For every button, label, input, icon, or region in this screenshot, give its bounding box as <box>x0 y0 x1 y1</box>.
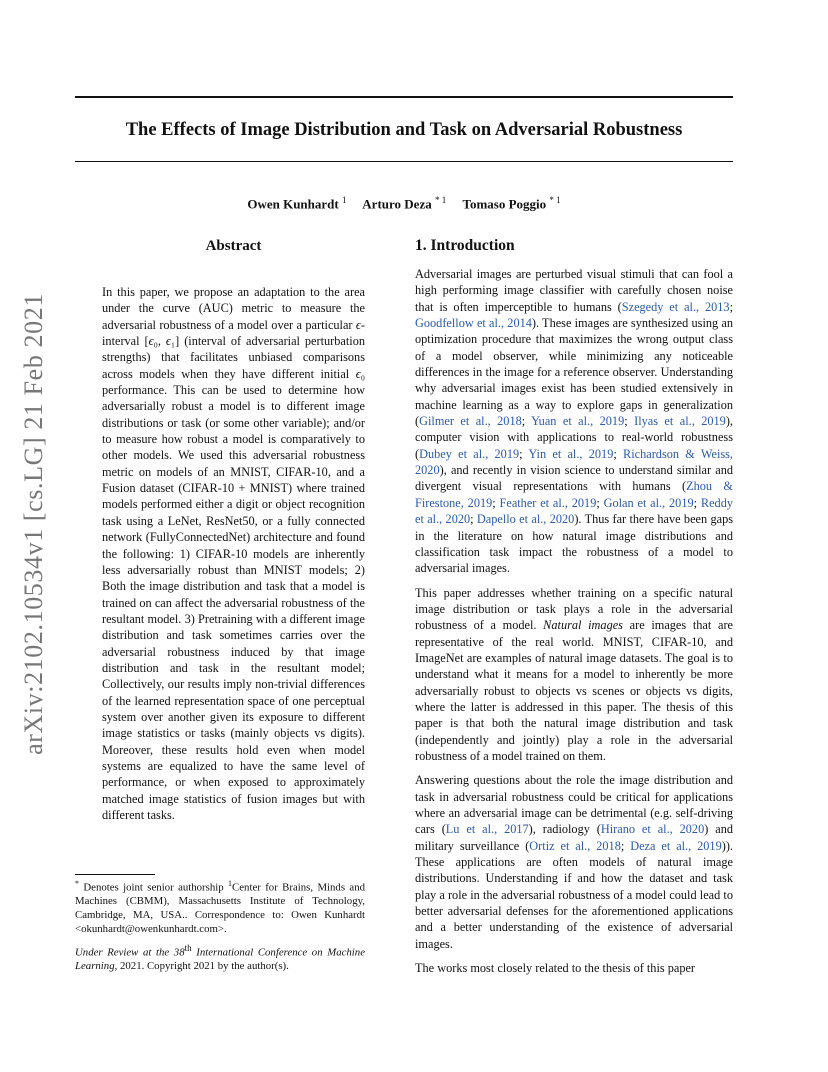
citation-link[interactable]: Ortiz et al., 2018 <box>529 838 621 853</box>
left-column <box>102 236 365 823</box>
intro-paragraph <box>415 266 733 577</box>
arxiv-sidebar-stamp <box>14 288 54 760</box>
citation-link[interactable]: Goodfellow et al., 2014 <box>415 316 532 331</box>
citation-link[interactable]: Zhou & Firestone, 2019 <box>415 479 733 510</box>
text-run: -interval [ <box>102 317 365 349</box>
footnote-rule <box>75 874 155 875</box>
footnote-mark: * <box>75 879 79 888</box>
text-run: ; <box>492 495 500 510</box>
citation-link[interactable]: Szegedy et al., 2013 <box>621 299 730 314</box>
text-run: ) and military surveillance ( <box>415 822 733 853</box>
citation-link[interactable]: Feather et al., 2019 <box>499 495 597 510</box>
text-run: ₀, <box>153 334 166 349</box>
citation-link[interactable]: Dapello et al., 2020 <box>476 512 575 527</box>
footnote-text-b: Center for Brains, Minds and Machines (CBMM), Massachusetts Institute of Technology, Cambridge, MA, USA.. Correspondence to: Owen Kunhardt <okunhardt@owenkunhardt.com>. <box>75 881 366 935</box>
citation-link[interactable]: Gilmer et al., 2018 <box>419 414 522 429</box>
italic-text: ϵ <box>165 334 171 349</box>
intro-paragraph <box>415 772 733 952</box>
text-run: ), computer vision with applications to real-world robustness ( <box>415 414 733 461</box>
text-run: This paper addresses whether training on a specific natural image distribution or task plays a role in the adversarial robustness of a model. <box>415 585 733 633</box>
section-heading: 1. Introduction <box>415 237 515 254</box>
review-note-copyright: , 2021. Copyright 2021 by the author(s). <box>114 960 289 973</box>
intro-paragraph <box>415 585 733 765</box>
author-affiliation-mark: * 1 <box>549 195 561 205</box>
right-column <box>415 236 733 984</box>
citation-link[interactable]: Hirano et al., 2020 <box>600 822 705 837</box>
title-bottom-rule <box>75 161 733 162</box>
text-run: ; <box>693 495 701 510</box>
review-note-venue-b: International Conference on Machine Learning <box>75 946 365 973</box>
title-top-rule <box>75 96 733 98</box>
italic-text: ϵ <box>355 366 361 381</box>
italic-text: ϵ <box>148 334 154 349</box>
text-run: are images that are representative of the real world. MNIST, CIFAR-10, and ImageNet are examples of natural image datasets. The goal is to understand what it means for a model to inherently be more adversarially robust to objects vs scenes or objects vs digits, where the latter is addressed in this paper. The thesis of this paper is that both the natural image distribution and task (independently and jointly) play a role in the adversarial robustness of a model trained on them. <box>415 618 733 763</box>
citation-link[interactable]: Deza et al., 2019 <box>630 838 722 853</box>
citation-link[interactable]: Golan et al., 2019 <box>603 495 694 510</box>
author-name: Arturo Deza <box>362 196 432 212</box>
text-run: The works most closely related to the thesis of this paper <box>415 961 696 976</box>
citation-link[interactable]: Ilyas et al., 2019 <box>634 414 726 429</box>
text-run: ; <box>729 299 734 314</box>
text-run: ; <box>521 414 532 429</box>
text-run: ₀ performance. This can be used to determine how adversarially robust a model is to different image distributions or task (or some other variable); and/or to measure how robust a model is comparatively to other models. We used this adversarial robustness metric on models of an MNIST, CIFAR-10, and a Fusion dataset (CIFAR-10 + MNIST) where trained models performed either a digit or object recognition task using a LeNet, ResNet50, or a fully connected network (FullyConnectedNet) architecture and found the following: 1) CIFAR-10 models are inherently less adversarially robust than MNIST models; 2) Both the image distribution and task that a model is trained on can affect the adversarial robustness of the resultant model. 3) Pretraining with a different image distribution and task sometimes carries over the adversarial robustness induced by that image distribution and task in the resultant model; Collectively, our results imply non-trivial differences of the learned representation space of one perceptual system over another given its exposure to different image statistics or tasks (mainly objects vs digits). Moreover, these results hold even when model systems are equalized to have the same level of performance, or when exposed to approximately matched image statistics of fusion images but with different tasks. <box>102 366 365 822</box>
italic-text: ϵ <box>355 317 361 332</box>
text-run: ), and recently in vision science to understand similar and divergent visual representations with humans ( <box>415 463 733 494</box>
citation-link[interactable]: Reddy et al., 2020 <box>415 495 733 527</box>
text-run: ), radiology ( <box>528 822 601 837</box>
text-run: ). Thus far there have been gaps in the literature on how natural image distributions and classification task impact the robustness of a model to adversarial images. <box>415 512 734 576</box>
citation-link[interactable]: Yin et al., 2019 <box>528 446 614 461</box>
review-note-venue-a: Under Review at the 38 <box>75 946 185 959</box>
italic-text: Natural images <box>543 618 623 633</box>
arxiv-identifier: arXiv:2102.10534v1 [cs.LG] 21 Feb 2021 <box>19 293 48 755</box>
author-name: Owen Kunhardt <box>247 196 339 212</box>
text-run: In this paper, we propose an adaptation to the area under the curve (AUC) metric to measure the adversarial robustness of a model over a particular <box>102 285 365 332</box>
text-run: ; <box>620 838 631 853</box>
author-list <box>75 192 733 212</box>
author-affiliation-mark: 1 <box>341 195 347 205</box>
text-run: ₁] (interval of adversarial perturbation strengths) that facilitates unbiased comparisons across models when they have different initial <box>102 334 366 381</box>
footnote-text-a: Denotes joint senior authorship <box>79 881 229 894</box>
review-note-sup: th <box>184 943 192 953</box>
text-run: ; <box>470 512 477 527</box>
text-run: ; <box>624 414 635 429</box>
abstract-text <box>102 284 365 823</box>
footnote-affiliation-mark: 1 <box>228 879 233 888</box>
text-run: ; <box>613 446 624 461</box>
paper-title: The Effects of Image Distribution and Task on Adversarial Robustness <box>125 120 683 140</box>
citation-link[interactable]: Lu et al., 2017 <box>445 822 529 837</box>
text-run: Answering questions about the role the image distribution and task in adversarial robustness could be critical for applications where an adversarial image can be detrimental (e.g. self-driving cars ( <box>415 773 733 837</box>
text-run: Adversarial images are perturbed visual stimuli that can fool a high performing image classifier with carefully chosen noise that is often imperceptible to humans ( <box>415 267 733 314</box>
review-note <box>75 942 365 974</box>
intro-paragraph <box>415 960 733 976</box>
citation-link[interactable]: Richardson & Weiss, 2020 <box>415 446 733 478</box>
footnote <box>75 877 365 937</box>
author-name: Tomaso Poggio <box>462 196 547 212</box>
text-run: ; <box>596 495 604 510</box>
text-run: ; <box>519 446 529 461</box>
citation-link[interactable]: Yuan et al., 2019 <box>531 414 625 429</box>
author-affiliation-mark: * 1 <box>434 195 447 205</box>
text-run: )). These applications are often models of natural image distributions. Understanding if and how the dataset and task play a role in the adversarial robustness of a model could lead to better adversarial defenses for the aforementioned applications and a better understanding of the existence of adversarial images. <box>415 838 733 951</box>
abstract-heading: Abstract <box>205 238 262 254</box>
text-run: ). These images are synthesized using an optimization procedure that maximizes the wrong output class of a model observer, while minimizing any noticeable differences in the image for a reference observer. Understanding why adversarial images exist has been studied extensively in machine learning as a way to explore gaps in generalization ( <box>415 316 733 429</box>
citation-link[interactable]: Dubey et al., 2019 <box>419 446 520 461</box>
